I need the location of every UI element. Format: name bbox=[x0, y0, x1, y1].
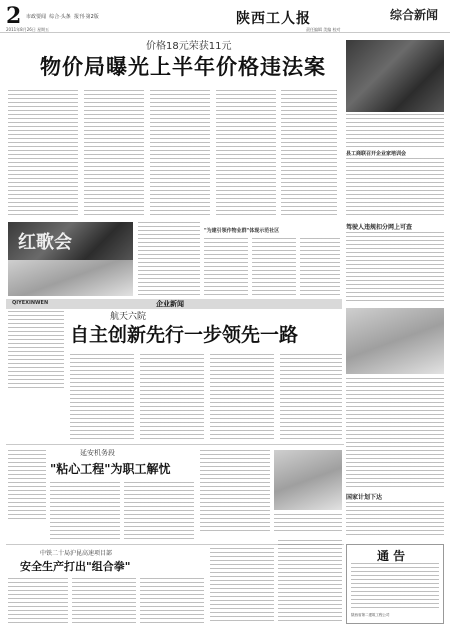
paper-name: 陕西工人报 bbox=[236, 11, 311, 27]
bottom-lead-kicker: 航天六院 bbox=[110, 312, 147, 322]
right-story3-title: 国家计划下达 bbox=[346, 494, 383, 501]
bottom-lead-headline: 自主创新先行一步领先一路 bbox=[70, 324, 299, 346]
editor-line: 责任编辑 美编 校对 bbox=[306, 27, 341, 32]
right-story1-title: 县工商联召开企业家培训会 bbox=[346, 151, 407, 157]
right-story3-extra bbox=[346, 502, 444, 538]
page-number: 2 bbox=[6, 3, 22, 29]
bottom-story-header bbox=[20, 548, 210, 576]
lead-subtitle: 价格18元荣获11元 bbox=[146, 41, 232, 52]
notice-box bbox=[346, 544, 444, 624]
bottom-story-col-3 bbox=[140, 578, 204, 624]
notice-footer: 陕西省第二建筑工程公司 bbox=[351, 613, 390, 617]
red-song-photo bbox=[8, 222, 133, 260]
notice-body bbox=[351, 563, 439, 611]
lead-body-col-3 bbox=[150, 90, 210, 216]
bottom-lead-col-3 bbox=[210, 354, 274, 442]
lower-story-kicker: 延安机务段 bbox=[80, 449, 115, 457]
right-story3-body bbox=[346, 378, 444, 490]
bottom-story-headline: 安全生产打出"组合拳" bbox=[20, 560, 131, 573]
date-line: 2011年8月26日 星期五 bbox=[6, 27, 50, 32]
lower-story-headline: "粘心工程"为职工解忧 bbox=[50, 462, 171, 476]
right-photo-2 bbox=[346, 308, 444, 374]
center-body-col-3 bbox=[300, 238, 340, 296]
right-story2-title: 驾驶人违规扣分网上可查 bbox=[346, 224, 413, 231]
red-song-photo-text: 红歌会 bbox=[18, 232, 72, 253]
lead-story-header bbox=[40, 37, 330, 89]
enterprise-news-en: QIYEXINWEN bbox=[12, 300, 49, 306]
bottom-lead-header bbox=[70, 309, 345, 351]
lead-headline: 物价局曝光上半年价格违法案 bbox=[40, 54, 326, 79]
lead-body-col-2 bbox=[84, 90, 144, 216]
lower-middle-photo bbox=[274, 450, 342, 510]
lower-story-col-1 bbox=[50, 482, 120, 542]
center-banner-title: "为建引领作物业群"体现示范社区 bbox=[204, 228, 280, 234]
right-photo-caption-text bbox=[346, 114, 444, 148]
bottom-lead-col-1 bbox=[70, 354, 134, 442]
lead-body-col-4 bbox=[216, 90, 276, 216]
lower-photo bbox=[8, 260, 133, 296]
bottom-story-col-4 bbox=[210, 548, 274, 624]
center-body-col-1 bbox=[204, 238, 248, 296]
red-song-side-text bbox=[138, 222, 200, 296]
section-title: 综合新闻 bbox=[390, 8, 439, 22]
masthead-tagline: 市政要闻 综合·头条 报刊·第2版 bbox=[26, 14, 99, 20]
right-top-photo bbox=[346, 40, 444, 112]
bottom-story-kicker: 中铁二十局沪昆高速项目部 bbox=[40, 550, 113, 557]
right-story1-body bbox=[346, 158, 444, 218]
masthead bbox=[6, 4, 444, 32]
bottom-story-col-5 bbox=[278, 540, 342, 624]
masthead-rule bbox=[0, 32, 450, 33]
lead-body-col-5 bbox=[281, 90, 337, 216]
bottom-lead-col-4 bbox=[280, 354, 342, 442]
enterprise-news-bar bbox=[6, 299, 342, 309]
lower-middle-caption bbox=[274, 514, 342, 534]
center-body-col-2 bbox=[252, 238, 296, 296]
lower-story-header bbox=[50, 448, 200, 480]
notice-title: 通 告 bbox=[377, 549, 406, 563]
bottom-left-sidebar-text bbox=[8, 311, 64, 389]
bottom-story-col-1 bbox=[8, 578, 68, 624]
lead-body-col-1 bbox=[8, 90, 78, 216]
enterprise-news-tag: 企业新闻 bbox=[156, 300, 184, 308]
lower-story-col-2 bbox=[124, 482, 194, 542]
right-story2-body bbox=[346, 232, 444, 304]
bottom-story-col-2 bbox=[72, 578, 136, 624]
lower-divider bbox=[6, 444, 344, 445]
bottom-lead-col-2 bbox=[140, 354, 204, 442]
lower-left-sidebar bbox=[8, 450, 46, 520]
lower-middle-text-1 bbox=[200, 450, 270, 532]
